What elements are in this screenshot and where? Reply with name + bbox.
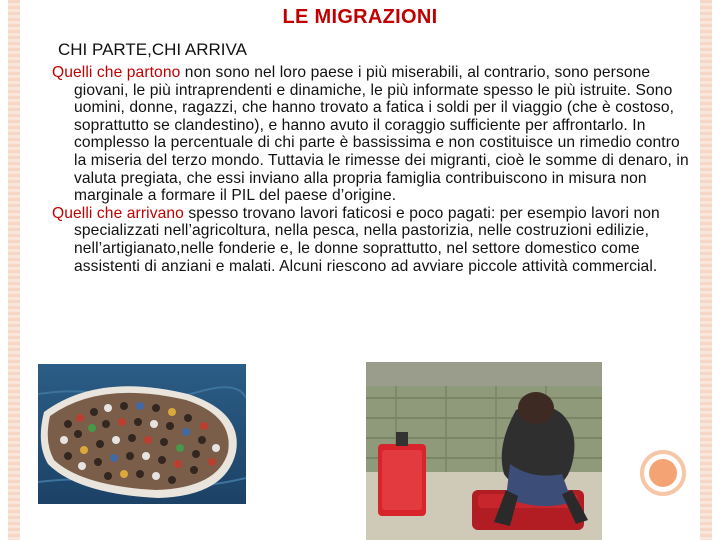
decorative-circle [640,450,686,496]
slide-subtitle: CHI PARTE,CHI ARRIVA [58,40,247,59]
highlight-who-leaves: Quelli che partono [52,64,181,81]
migrant-boat-photo [38,364,246,504]
slide-body [52,64,692,275]
decorative-right-border [700,0,712,540]
man-with-suitcases-photo [366,362,602,540]
paragraph-who-arrives [52,205,692,275]
slide-title: LE MIGRAZIONI [282,6,438,28]
highlight-who-arrives: Quelli che arrivano [52,204,184,222]
paragraph-who-arrives-text: spesso trovano lavori faticosi e poco pagati: per esempio lavori non specializzati nell’agricoltura, nella pesca, nella pastorizia, nelle costruzioni edilizie, nell’artigianato,nelle fonderie e, le donne soprattutto, nel settore domestico come assistenti di anziani e malati. Alcuni riescono ad avviare piccole attività commercial. [74,204,660,275]
paragraph-who-leaves [52,64,692,205]
paragraph-who-leaves-text: non sono nel loro paese i più miserabili, al contrario, sono persone giovani, le più intraprendenti e dinamiche, le più informate spesso le più istruite. Sono uomini, donne, ragazzi, che hanno trovato a fatica i soldi per il viaggio (che è costoso, soprattutto se clandestino), e hanno avuto il coraggio sufficiente per affrontarlo. In complesso la percentuale di chi parte è bassissima e non costituisce un rimedio contro la miseria del terzo mondo. Tuttavia le rimesse dei migranti, cioè le somme di denaro, in valuta pregiata, che essi inviano alla propria famiglia contribuiscono in misura non marginale a formare il PIL del paese d’origine. [74,64,689,205]
decorative-left-border [8,0,20,540]
